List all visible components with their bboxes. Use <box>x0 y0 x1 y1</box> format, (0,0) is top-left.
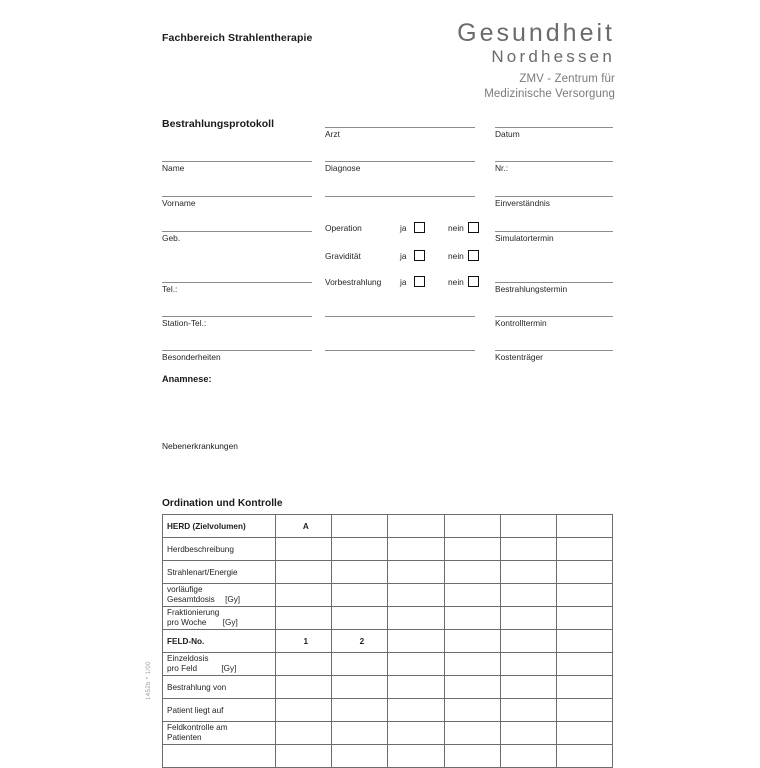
cell-ed-0[interactable] <box>276 653 332 676</box>
row-label-gesamtdosis <box>163 584 276 607</box>
gravitaet-nein-label: nein <box>448 251 464 261</box>
station-tel-label: Station-Tel.: <box>162 318 207 328</box>
cell-gd-3[interactable] <box>444 584 500 607</box>
kontrolltermin-label: Kontrolltermin <box>495 318 547 328</box>
row-label-bestrahlung-von: Bestrahlung von <box>163 676 276 699</box>
logo-title-line2: Nordhessen <box>491 47 615 67</box>
row-label-blank <box>163 745 276 768</box>
row-label-strahlenart: Strahlenart/Energie <box>163 561 276 584</box>
operation-label: Operation <box>325 223 362 233</box>
cell-herd-a[interactable]: A <box>276 515 332 538</box>
cell-ed-3[interactable] <box>444 653 500 676</box>
cell-gd-1[interactable] <box>332 584 388 607</box>
vorbestrahlung-ja-checkbox[interactable] <box>414 276 425 287</box>
cell-gd-4[interactable] <box>500 584 556 607</box>
vorname-label: Vorname <box>162 198 196 208</box>
kostentraeger-field[interactable] <box>495 341 613 365</box>
nebenerkrankungen-label: Nebenerkrankungen <box>162 441 238 451</box>
cell-bv-0[interactable] <box>276 676 332 699</box>
row-label-einzeldosis-unit: [Gy] <box>221 664 237 673</box>
logo-title-line1: Gesundheit <box>457 19 615 47</box>
cell-gd-2[interactable] <box>388 584 444 607</box>
cell-fr-2[interactable] <box>388 607 444 630</box>
cell-herd-2[interactable] <box>388 515 444 538</box>
cell-fr-4[interactable] <box>500 607 556 630</box>
cell-se-0[interactable] <box>276 561 332 584</box>
cell-fk-3[interactable] <box>444 722 500 745</box>
row-label-herdbeschreibung: Herdbeschreibung <box>163 538 276 561</box>
kostentraeger-label: Kostenträger <box>495 352 543 362</box>
logo-subtitle-line1: ZMV - Zentrum für <box>519 72 615 85</box>
cell-bv-4[interactable] <box>500 676 556 699</box>
simulatortermin-field[interactable] <box>495 222 613 246</box>
vorbestrahlung-nein-checkbox[interactable] <box>468 276 479 287</box>
cell-bl-4[interactable] <box>500 745 556 768</box>
gravitaet-ja-label: ja <box>400 251 407 261</box>
row-label-fraktionierung-line2: pro Woche <box>167 618 207 627</box>
cell-bv-1[interactable] <box>332 676 388 699</box>
cell-feld-2[interactable]: 2 <box>332 630 388 653</box>
cell-gd-0[interactable] <box>276 584 332 607</box>
table-row <box>163 745 613 768</box>
cell-bv-3[interactable] <box>444 676 500 699</box>
table-row <box>163 584 613 607</box>
table-row <box>163 722 613 745</box>
gravitaet-label: Gravidität <box>325 251 361 261</box>
table-row <box>163 630 613 653</box>
tel-label: Tel.: <box>162 284 178 294</box>
datum-label: Datum <box>495 129 520 139</box>
cell-bl-2[interactable] <box>388 745 444 768</box>
table-row <box>163 515 613 538</box>
cell-herd-3[interactable] <box>444 515 500 538</box>
tel-field[interactable] <box>162 273 312 297</box>
ordination-table <box>162 514 613 768</box>
cell-hb-4[interactable] <box>500 538 556 561</box>
einverstaendnis-label: Einverständnis <box>495 198 550 208</box>
table-row <box>163 699 613 722</box>
vorbestrahlung-nein-label: nein <box>448 277 464 287</box>
bestrahlungstermin-label: Bestrahlungstermin <box>495 284 568 294</box>
nr-label: Nr.: <box>495 163 509 173</box>
cell-ed-4[interactable] <box>500 653 556 676</box>
cell-herd-4[interactable] <box>500 515 556 538</box>
datum-field[interactable] <box>495 118 613 142</box>
cell-pl-2[interactable] <box>388 699 444 722</box>
cell-hb-1[interactable] <box>332 538 388 561</box>
diagnose-label: Diagnose <box>325 163 361 173</box>
row-label-fraktionierung-line1: Fraktionierung <box>167 608 220 618</box>
diagnose-extra-rule-3 <box>325 350 475 351</box>
cell-fr-0[interactable] <box>276 607 332 630</box>
cell-fr-5[interactable] <box>556 607 612 630</box>
cell-bv-5[interactable] <box>556 676 612 699</box>
cell-fk-5[interactable] <box>556 722 612 745</box>
cell-fr-1[interactable] <box>332 607 388 630</box>
cell-ed-5[interactable] <box>556 653 612 676</box>
cell-se-1[interactable] <box>332 561 388 584</box>
arzt-label: Arzt <box>325 129 340 139</box>
row-label-gesamtdosis-unit: [Gy] <box>225 595 241 604</box>
vorbestrahlung-ja-label: ja <box>400 277 407 287</box>
bestrahlungstermin-field[interactable] <box>495 273 613 297</box>
cell-bl-0[interactable] <box>276 745 332 768</box>
geb-label: Geb. <box>162 233 181 243</box>
cell-bl-3[interactable] <box>444 745 500 768</box>
table-row <box>163 561 613 584</box>
cell-hb-2[interactable] <box>388 538 444 561</box>
besonderheiten-field[interactable] <box>162 341 312 365</box>
cell-hb-5[interactable] <box>556 538 612 561</box>
table-row <box>163 653 613 676</box>
diagnose-extra-rule-1 <box>325 196 475 197</box>
cell-herd-1[interactable] <box>332 515 388 538</box>
name-field[interactable] <box>162 152 312 176</box>
row-label-patient-liegt-auf: Patient liegt auf <box>163 699 276 722</box>
operation-ja-label: ja <box>400 223 407 233</box>
arzt-field[interactable] <box>325 118 475 142</box>
row-label-feldkontrolle-line1: Feldkontrolle am <box>167 723 228 733</box>
row-label-feldno: FELD-No. <box>163 630 276 653</box>
row-label-fraktionierung <box>163 607 276 630</box>
table-row <box>163 676 613 699</box>
diagnose-field[interactable] <box>325 152 475 176</box>
anamnese-label: Anamnese: <box>162 374 212 384</box>
cell-pl-4[interactable] <box>500 699 556 722</box>
cell-pl-3[interactable] <box>444 699 500 722</box>
cell-pl-0[interactable] <box>276 699 332 722</box>
row-label-feldkontrolle <box>163 722 276 745</box>
cell-feld-1[interactable]: 1 <box>276 630 332 653</box>
cell-feld-4[interactable] <box>444 630 500 653</box>
table-row <box>163 607 613 630</box>
cell-feld-3[interactable] <box>388 630 444 653</box>
cell-ed-2[interactable] <box>388 653 444 676</box>
geb-field[interactable] <box>162 222 312 246</box>
operation-ja-checkbox[interactable] <box>414 222 425 233</box>
logo-block <box>315 20 615 103</box>
name-label: Name <box>162 163 185 173</box>
logo-subtitle-line2: Medizinische Versorgung <box>484 88 615 101</box>
department-title: Fachbereich Strahlentherapie <box>162 32 313 44</box>
cell-fk-4[interactable] <box>500 722 556 745</box>
row-label-gesamtdosis-line1: vorläufige <box>167 585 203 595</box>
cell-pl-1[interactable] <box>332 699 388 722</box>
cell-bl-5[interactable] <box>556 745 612 768</box>
besonderheiten-label: Besonderheiten <box>162 352 221 362</box>
cell-feld-6[interactable] <box>556 630 612 653</box>
cell-pl-5[interactable] <box>556 699 612 722</box>
vorbestrahlung-label: Vorbestrahlung <box>325 277 382 287</box>
cell-ed-1[interactable] <box>332 653 388 676</box>
cell-bv-2[interactable] <box>388 676 444 699</box>
form-title: Bestrahlungsprotokoll <box>162 118 275 130</box>
row-label-einzeldosis <box>163 653 276 676</box>
vorname-field[interactable] <box>162 187 312 211</box>
row-label-gesamtdosis-line2: Gesamtdosis <box>167 595 215 604</box>
table-title: Ordination und Kontrolle <box>162 498 283 509</box>
kontrolltermin-field[interactable] <box>495 307 613 331</box>
cell-se-5[interactable] <box>556 561 612 584</box>
table-row <box>163 538 613 561</box>
cell-hb-3[interactable] <box>444 538 500 561</box>
row-label-herd: HERD (Zielvolumen) <box>163 515 276 538</box>
cell-se-2[interactable] <box>388 561 444 584</box>
cell-gd-5[interactable] <box>556 584 612 607</box>
row-label-fraktionierung-unit: [Gy] <box>222 618 238 627</box>
cell-se-3[interactable] <box>444 561 500 584</box>
operation-nein-label: nein <box>448 223 464 233</box>
form-side-code: 1452b * 1/00 <box>146 661 152 700</box>
diagnose-extra-rule-2 <box>325 316 475 317</box>
cell-fk-0[interactable] <box>276 722 332 745</box>
einverstaendnis-field[interactable] <box>495 187 613 211</box>
cell-bl-1[interactable] <box>332 745 388 768</box>
cell-fr-3[interactable] <box>444 607 500 630</box>
cell-feld-5[interactable] <box>500 630 556 653</box>
operation-nein-checkbox[interactable] <box>468 222 479 233</box>
cell-fk-1[interactable] <box>332 722 388 745</box>
row-label-feldkontrolle-line2: Patienten <box>167 733 202 742</box>
cell-fk-2[interactable] <box>388 722 444 745</box>
gravitaet-nein-checkbox[interactable] <box>468 250 479 261</box>
gravitaet-ja-checkbox[interactable] <box>414 250 425 261</box>
row-label-einzeldosis-line2: pro Feld <box>167 664 198 673</box>
cell-herd-5[interactable] <box>556 515 612 538</box>
station-tel-field[interactable] <box>162 307 312 331</box>
row-label-einzeldosis-line1: Einzeldosis <box>167 654 209 664</box>
nr-field[interactable] <box>495 152 613 176</box>
cell-se-4[interactable] <box>500 561 556 584</box>
simulatortermin-label: Simulatortermin <box>495 233 554 243</box>
cell-hb-0[interactable] <box>276 538 332 561</box>
